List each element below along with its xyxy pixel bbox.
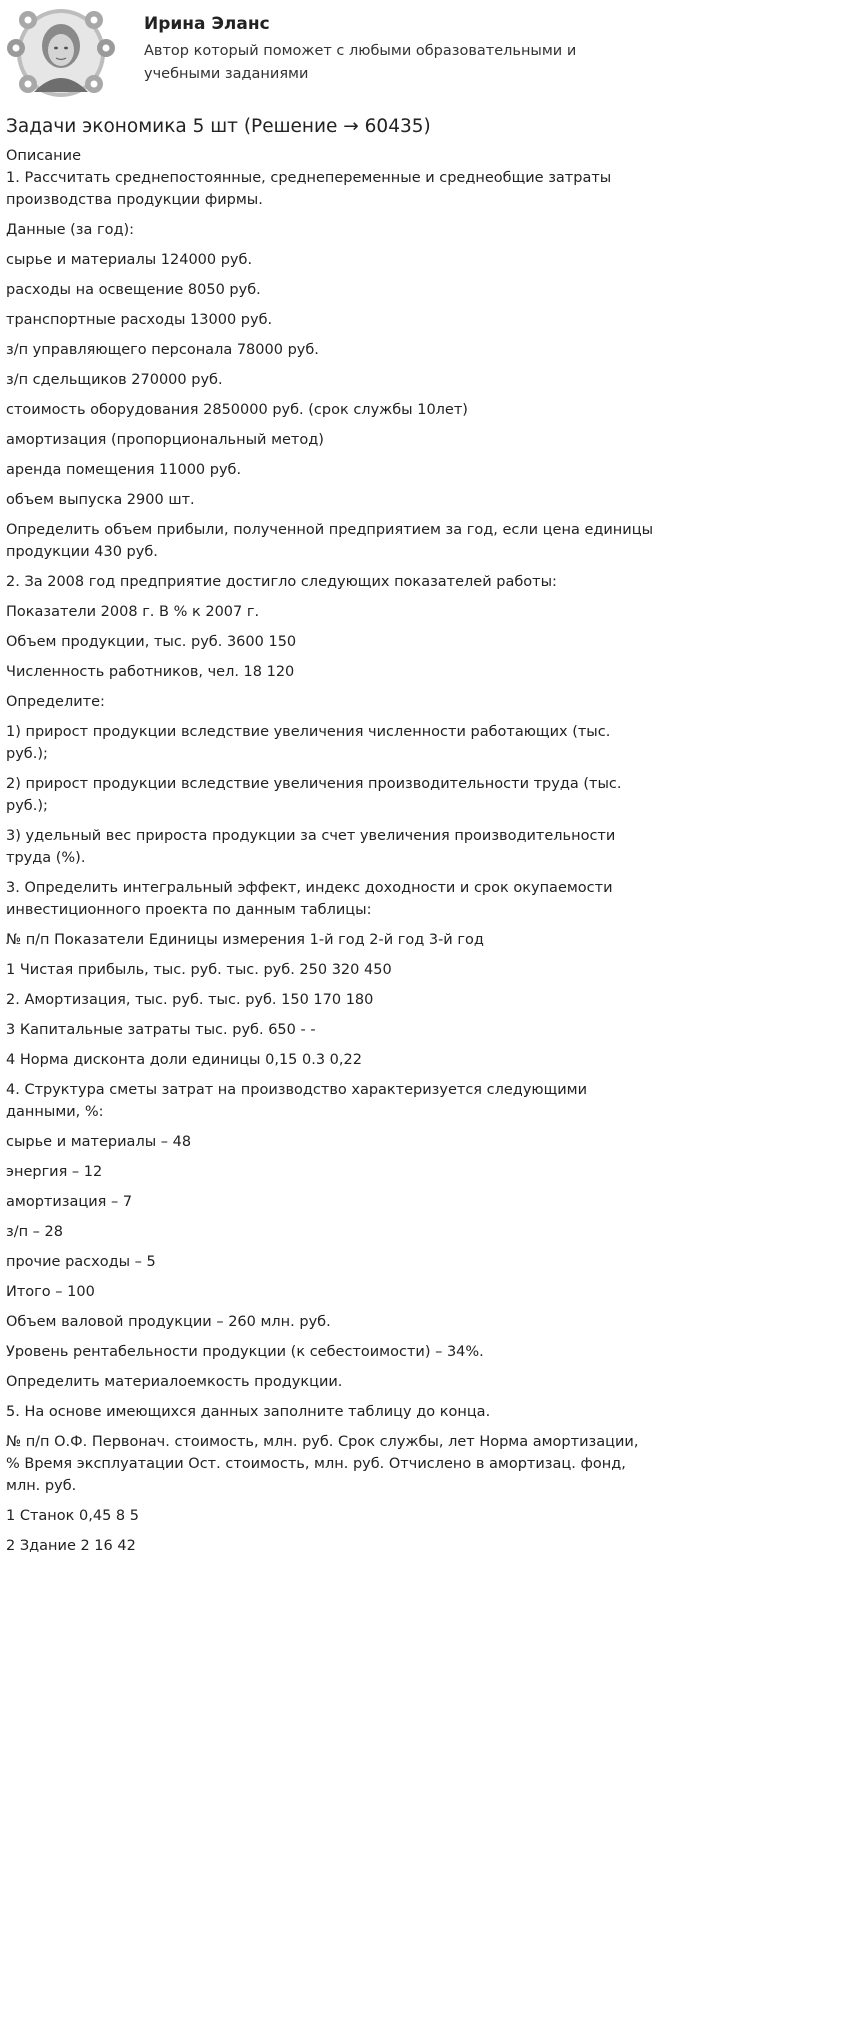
- paragraph-list: [6, 167, 656, 1557]
- task-paragraph: 3) удельный вес прироста продукции за счет увеличения производительности труда (%).: [6, 828, 616, 866]
- task-paragraph: 4 Норма дисконта доли единицы 0,15 0.3 0,22: [6, 1052, 362, 1068]
- task-paragraph: 1 Станок 0,45 8 5: [6, 1508, 139, 1524]
- task-paragraph: расходы на освещение 8050 руб.: [6, 282, 261, 298]
- task-paragraph: Объем валовой продукции – 260 млн. руб.: [6, 1314, 331, 1330]
- task-paragraph: аренда помещения 11000 руб.: [6, 462, 242, 478]
- task-paragraph: 1) прирост продукции вследствие увеличения численности работающих (тыс. руб.);: [6, 724, 611, 762]
- task-paragraph: № п/п О.Ф. Первонач. стоимость, млн. руб. Срок службы, лет Норма амортизации, % Время эксплуатации Ост. стоимость, млн. руб. Отчислено в амортизац. фонд, млн. руб.: [6, 1434, 639, 1494]
- task-paragraph: з/п – 28: [6, 1224, 63, 1240]
- task-paragraph: 2. Амортизация, тыс. руб. тыс. руб. 150 170 180: [6, 992, 374, 1008]
- task-paragraph: 5. На основе имеющихся данных заполните таблицу до конца.: [6, 1404, 491, 1420]
- task-paragraph: 1. Рассчитать среднепостоянные, среднепеременные и среднеобщие затраты производства продукции фирмы.: [6, 170, 612, 208]
- task-paragraph: Итого – 100: [6, 1284, 95, 1300]
- task-paragraph: стоимость оборудования 2850000 руб. (срок службы 10лет): [6, 402, 468, 418]
- author-description: Автор который поможет с любыми образовательными и учебными заданиями: [144, 43, 577, 82]
- task-paragraph: сырье и материалы – 48: [6, 1134, 192, 1150]
- task-paragraph: Уровень рентабельности продукции (к себестоимости) – 34%.: [6, 1344, 484, 1360]
- task-content: [6, 145, 656, 1565]
- task-paragraph: з/п управляющего персонала 78000 руб.: [6, 342, 319, 358]
- task-paragraph: 2) прирост продукции вследствие увеличения производительности труда (тыс. руб.);: [6, 776, 622, 814]
- task-paragraph: Объем продукции, тыс. руб. 3600 150: [6, 634, 297, 650]
- description-label: Описание: [6, 148, 81, 164]
- task-paragraph: транспортные расходы 13000 руб.: [6, 312, 273, 328]
- task-paragraph: объем выпуска 2900 шт.: [6, 492, 195, 508]
- task-paragraph: 4. Структура сметы затрат на производство характеризуется следующими данными, %:: [6, 1082, 588, 1120]
- task-paragraph: амортизация – 7: [6, 1194, 133, 1210]
- task-paragraph: Определить материалоемкость продукции.: [6, 1374, 343, 1390]
- task-paragraph: Численность работников, чел. 18 120: [6, 664, 295, 680]
- task-paragraph: 1 Чистая прибыль, тыс. руб. тыс. руб. 250 320 450: [6, 962, 392, 978]
- task-paragraph: 3. Определить интегральный эффект, индекс доходности и срок окупаемости инвестиционного проекта по данным таблицы:: [6, 880, 613, 918]
- task-paragraph: з/п сдельщиков 270000 руб.: [6, 372, 223, 388]
- task-paragraph: 2. За 2008 год предприятие достигло следующих показателей работы:: [6, 574, 557, 590]
- task-paragraph: Определить объем прибыли, полученной предприятием за год, если цена единицы продукции 430 руб.: [6, 522, 654, 560]
- task-paragraph: 3 Капитальные затраты тыс. руб. 650 - -: [6, 1022, 316, 1038]
- task-paragraph: прочие расходы – 5: [6, 1254, 156, 1270]
- author-avatar-icon: [6, 6, 116, 100]
- task-paragraph: Определите:: [6, 694, 105, 710]
- task-paragraph: сырье и материалы 124000 руб.: [6, 252, 253, 268]
- page-title: Задачи экономика 5 шт (Решение → 60435): [6, 116, 431, 137]
- task-paragraph: № п/п Показатели Единицы измерения 1-й год 2-й год 3-й год: [6, 932, 484, 948]
- task-paragraph: амортизация (пропорциональный метод): [6, 432, 324, 448]
- author-name: Ирина Эланс: [144, 14, 270, 34]
- task-paragraph: Показатели 2008 г. В % к 2007 г.: [6, 604, 260, 620]
- task-paragraph: 2 Здание 2 16 42: [6, 1538, 136, 1554]
- task-paragraph: энергия – 12: [6, 1164, 103, 1180]
- author-card: [6, 6, 656, 106]
- task-paragraph: Данные (за год):: [6, 222, 135, 238]
